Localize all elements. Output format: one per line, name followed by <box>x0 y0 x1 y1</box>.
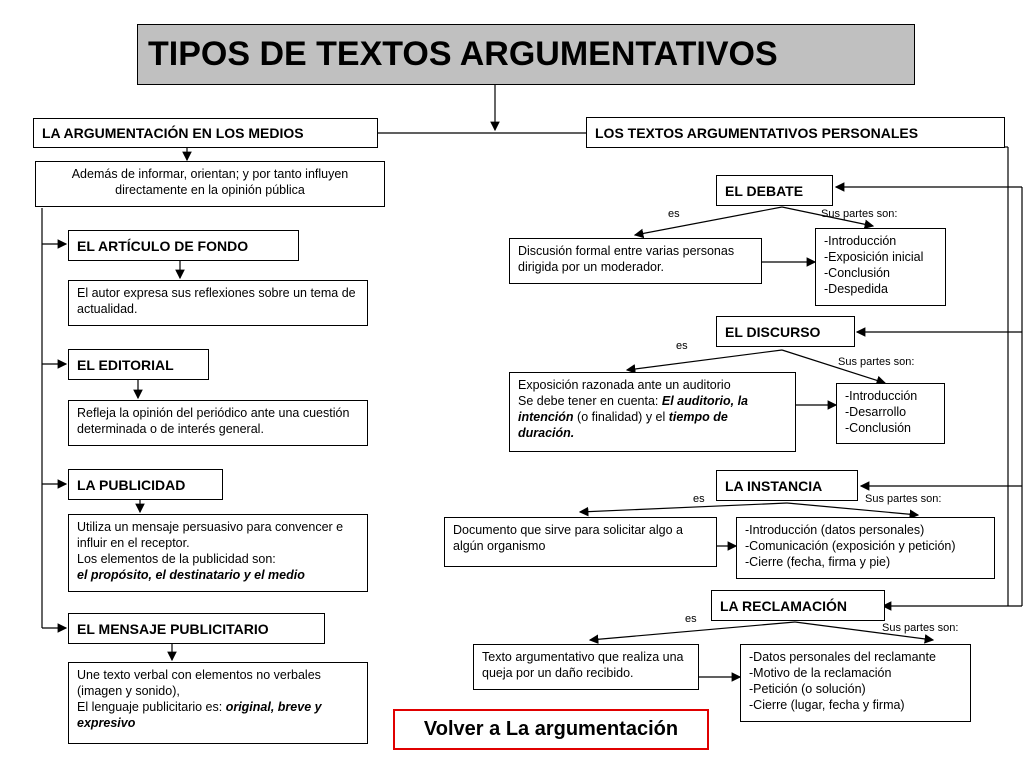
instancia-es-label: es <box>693 493 705 505</box>
debate-part-item: -Exposición inicial <box>824 250 924 264</box>
instancia-definition <box>444 517 717 567</box>
mensaje-desc <box>68 662 368 744</box>
reclamacion-header-label: LA RECLAMACIÓN <box>720 597 848 614</box>
reclamacion-parts-label: Sus partes son: <box>882 622 959 634</box>
discurso-part-item: -Conclusión <box>845 421 912 435</box>
reclamacion-definition <box>473 644 699 690</box>
publicidad-header-label: LA PUBLICIDAD <box>77 476 186 493</box>
editorial-desc <box>68 400 368 446</box>
editorial-header <box>68 349 209 380</box>
reclamacion-header <box>711 590 885 621</box>
page-title: TIPOS DE TEXTOS ARGUMENTATIVOS <box>137 24 915 85</box>
medios-header-label: LA ARGUMENTACIÓN EN LOS MEDIOS <box>42 125 304 141</box>
debate-header-label: EL DEBATE <box>725 182 804 199</box>
instancia-parts-label: Sus partes son: <box>865 493 942 505</box>
editorial-desc-text: Refleja la opinión del periódico ante una cuestión determinada o de interés general. <box>77 406 350 436</box>
instancia-definition-text: Documento que sirve para solicitar algo a algún organismo <box>453 523 683 553</box>
debate-part-item: -Despedida <box>824 282 888 296</box>
discurso-definition <box>509 372 796 452</box>
discurso-part-item: -Desarrollo <box>845 405 907 419</box>
reclamacion-parts <box>740 644 971 722</box>
reclamacion-part-item: -Cierre (lugar, fecha y firma) <box>749 698 905 712</box>
reclamacion-part-item: -Motivo de la reclamación <box>749 666 892 680</box>
discurso-header-label: EL DISCURSO <box>725 323 821 340</box>
reclamacion-part-item: -Petición (o solución) <box>749 682 866 696</box>
debate-parts-label: Sus partes son: <box>821 208 898 220</box>
reclamacion-es-label: es <box>685 613 697 625</box>
discurso-parts <box>836 383 945 444</box>
discurso-parts-label: Sus partes son: <box>838 356 915 368</box>
instancia-part-item: -Introducción (datos personales) <box>745 523 925 537</box>
articulo-header-label: EL ARTÍCULO DE FONDO <box>77 237 249 254</box>
debate-part-item: -Introducción <box>824 234 897 248</box>
medios-intro-text: Además de informar, orientan; y por tanto influyen directamente en la opinión pública <box>71 167 349 197</box>
editorial-header-label: EL EDITORIAL <box>77 356 174 373</box>
back-to-argumentacion-link[interactable]: Volver a La argumentación <box>393 709 709 750</box>
discurso-def-em1: El auditorio, la intención <box>518 394 748 424</box>
medios-intro <box>35 161 385 207</box>
publicidad-desc-emphasis: el propósito, el destinatario y el medio <box>77 568 305 582</box>
mensaje-desc-lead: El lenguaje publicitario es: <box>77 700 226 714</box>
instancia-header-label: LA INSTANCIA <box>725 477 823 494</box>
debate-es-arrow <box>635 207 782 235</box>
instancia-part-item: -Cierre (fecha, firma y pie) <box>745 555 891 569</box>
debate-part-item: -Conclusión <box>824 266 891 280</box>
mensaje-header <box>68 613 325 644</box>
publicidad-header <box>68 469 223 500</box>
discurso-part-item: -Introducción <box>845 389 918 403</box>
publicidad-desc-line2: Los elementos de la publicidad son: <box>77 552 276 566</box>
discurso-es-arrow <box>627 350 782 370</box>
instancia-parts <box>736 517 995 579</box>
discurso-def-em2: tiempo de duración. <box>518 410 728 440</box>
reclamacion-definition-text: Texto argumentativo que realiza una queja por un daño recibido. <box>482 650 684 680</box>
articulo-desc <box>68 280 368 326</box>
articulo-header <box>68 230 299 261</box>
debate-parts <box>815 228 946 306</box>
debate-es-label: es <box>668 208 680 220</box>
discurso-header <box>716 316 855 347</box>
publicidad-desc <box>68 514 368 592</box>
personales-header-label: LOS TEXTOS ARGUMENTATIVOS PERSONALES <box>595 124 919 141</box>
instancia-es-arrow <box>580 503 787 512</box>
instancia-part-item: -Comunicación (exposición y petición) <box>745 539 956 553</box>
discurso-def-line2: Se debe tener en cuenta: <box>518 394 662 408</box>
personales-header <box>586 117 1005 148</box>
discurso-def-mid: (o finalidad) y el <box>573 410 669 424</box>
mensaje-desc-line1: Une texto verbal con elementos no verbales (imagen y sonido), <box>77 668 321 698</box>
discurso-def-line1: Exposición razonada ante un auditorio <box>518 378 731 392</box>
debate-definition-text: Discusión formal entre varias personas dirigida por un moderador. <box>518 244 735 274</box>
publicidad-desc-line1: Utiliza un mensaje persuasivo para convencer e influir en el receptor. <box>77 520 344 550</box>
articulo-desc-text: El autor expresa sus reflexiones sobre un tema de actualidad. <box>77 286 356 316</box>
debate-definition <box>509 238 762 284</box>
discurso-es-label: es <box>676 340 688 352</box>
mensaje-desc-emphasis: original, breve y expresivo <box>77 700 322 730</box>
reclamacion-part-item: -Datos personales del reclamante <box>749 650 936 664</box>
instancia-header <box>716 470 858 501</box>
medios-header <box>33 118 378 148</box>
mensaje-header-label: EL MENSAJE PUBLICITARIO <box>77 620 269 637</box>
debate-header <box>716 175 833 206</box>
